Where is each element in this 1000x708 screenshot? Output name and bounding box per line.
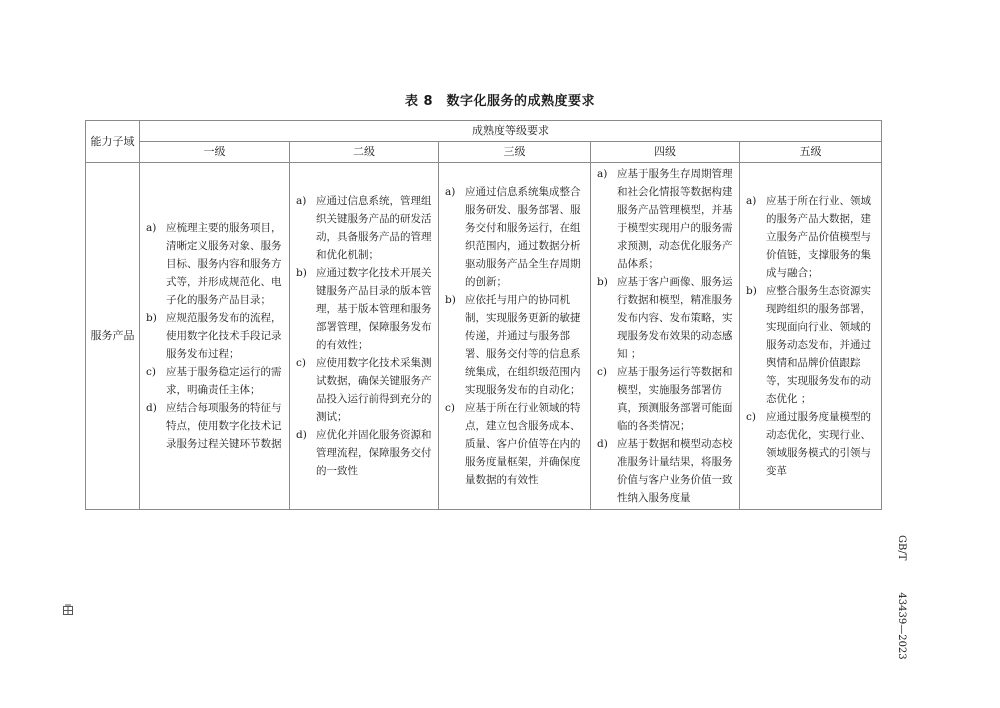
level-4-cell [591, 163, 740, 510]
list-item: c) 应通过服务度量模型的动态优化，实现行业、领域服务模式的引领与变革 [746, 411, 871, 477]
maturity-requirements-table [85, 120, 882, 510]
list-item: a) 应基于服务生存周期管理和社会化情报等数据构建服务产品管理模型，并基于模型实现用户的服务需求预测，动态优化服务产品体系； [597, 168, 733, 270]
header-row-2 [86, 142, 882, 163]
level-3-header: 三级 [439, 142, 591, 163]
list-item: a) 应通过信息系统，管理组织关键服务产品的研发活动，具备服务产品的管理和优化机制； [296, 195, 432, 261]
level-1-header: 一级 [140, 142, 290, 163]
level-2-cell [290, 163, 439, 510]
level-5-header: 五级 [740, 142, 882, 163]
maturity-header: 成熟度等级要求 [140, 121, 882, 142]
list-item: c) 应使用数字化技术采集测试数据，确保关键服务产品投入运行前得到充分的测试； [296, 357, 432, 423]
level-3-cell [439, 163, 591, 510]
level-2-header: 二级 [290, 142, 439, 163]
list-item: c) 应基于所在行业领域的特点，建立包含服务成本、质量、客户价值等在内的服务度量框架，并确保度量数据的有效性 [445, 402, 581, 486]
table-caption: 表 8 数字化服务的成熟度要求 [404, 94, 596, 109]
level-5-cell [740, 163, 882, 510]
standard-number: 43439—2023 [896, 592, 907, 660]
list-item: b) 应规范服务发布的流程，使用数字化技术手段记录服务发布过程； [146, 312, 282, 360]
list-item: a) 应基于所在行业、领域的服务产品大数据，建立服务产品价值模型与价值链，支撑服务的集成与融合； [746, 195, 871, 279]
list-item: a) 应梳理主要的服务项目，清晰定义服务对象、服务目标、服务内容和服务方式等，并形成规范化、电子化的服务产品目录； [146, 222, 282, 306]
list-item: d) 应基于数据和模型动态校准服务计量结果，将服务价值与客户业务价值一致性纳入服务度量 [597, 438, 733, 504]
list-item: b) 应基于客户画像、服务运行数据和模型，精准服务发布内容、发布策略，实现服务发布效果的动态感 知 ； [597, 276, 733, 360]
list-item: c) 应基于服务运行等数据和模型，实施服务部署仿真，预测服务部署可能面临的各类情况； [597, 366, 733, 432]
list-item: b) 应通过数字化技术开展关键服务产品目录的版本管理，基于版本管理和服务部署管理，保障服务发布的有效性； [296, 267, 432, 351]
table-row [86, 163, 882, 510]
level-4-header: 四级 [591, 142, 740, 163]
list-item: b) 应依托与用户的协同机制，实现服务更新的敏捷传递，并通过与服务部署、服务交付等的信息系统集成，在组织级范围内实现服务发布的自动化； [445, 294, 581, 396]
standard-code: GB/T [896, 535, 907, 561]
list-item: d) 应结合每项服务的特征与特点，使用数字化技术记录服务过程关键环节数据 [146, 402, 282, 450]
capability-area-cell: 服务产品 [86, 163, 140, 510]
list-item: b) 应整合服务生态资源实现跨组织的服务部署，实现面向行业、领域的服务动态发布，并通过舆情和品牌价值跟踪等，实现服务发布的动态优化 ； [746, 285, 871, 405]
header-row-1 [86, 121, 882, 142]
document-mark-icon [62, 604, 74, 616]
level-1-cell [140, 163, 290, 510]
capability-header: 能力子域 [86, 121, 140, 163]
list-item: a) 应通过信息系统集成整合服务研发、服务部署、服务交付和服务运行，在组织范围内，通过数据分析驱动服务产品全生存周期的创新； [445, 186, 581, 288]
list-item: c) 应基于服务稳定运行的需求，明确责任主体； [146, 366, 282, 396]
list-item: d) 应优化并固化服务资源和管理流程，保障服务交付的一致性 [296, 429, 432, 477]
standard-number-label [895, 535, 907, 660]
